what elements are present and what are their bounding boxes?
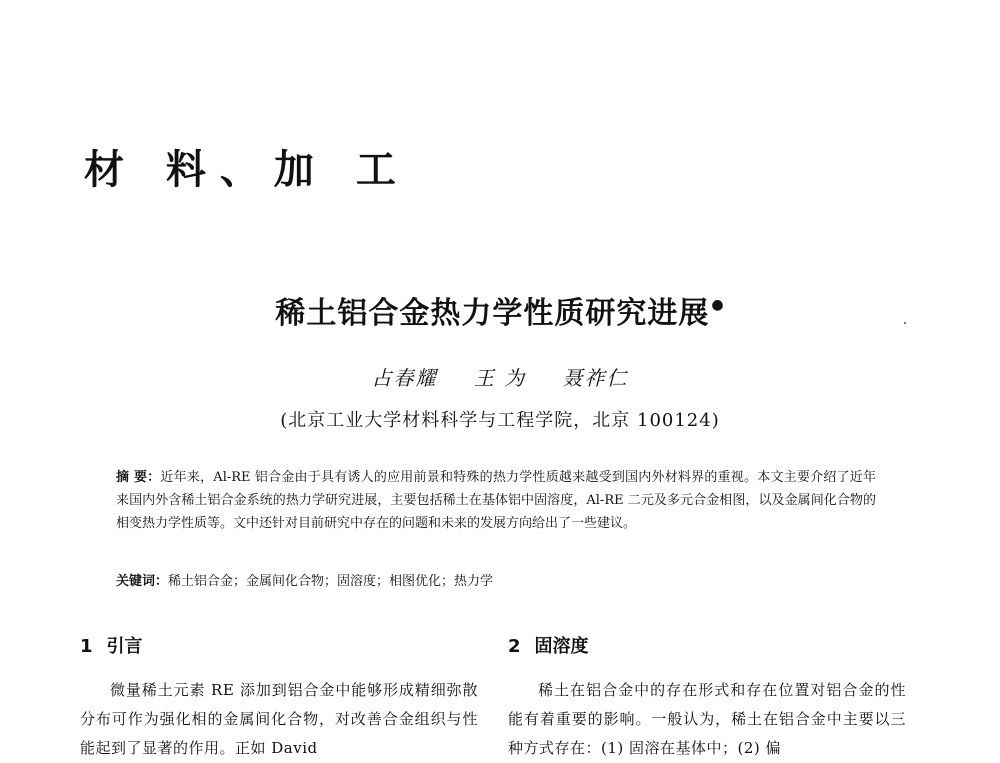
scan-speck xyxy=(904,322,906,324)
abstract-label: 摘 要： xyxy=(116,470,161,485)
section-heading-introduction xyxy=(80,632,478,658)
affiliation: (北京工业大学材料科学与工程学院，北京 100124) xyxy=(280,410,720,431)
title-text: 稀土铝合金热力学性质研究进展 xyxy=(275,296,710,331)
keywords-text: 稀土铝合金；金属间化合物；固溶度；相图优化；热力学 xyxy=(168,574,494,589)
journal-section-header: 材 料、加 工 xyxy=(84,147,410,193)
section-heading-solubility xyxy=(508,632,906,658)
section-paragraph: 稀土在铝合金中的存在形式和存在位置对铝合金的性能有着重要的影响。一般认为，稀土在铝合金中主要以三种方式存在：(1) 固溶在基体中；(2) 偏 xyxy=(508,681,906,757)
abstract xyxy=(116,466,876,535)
author: 占春耀 xyxy=(371,366,438,390)
author: 聂祚仁 xyxy=(562,366,629,390)
section-title: 引言 xyxy=(106,636,143,657)
article-title xyxy=(0,288,1000,332)
section-title: 固溶度 xyxy=(534,636,589,657)
keywords-label: 关键词： xyxy=(116,574,169,589)
section-number: 1 xyxy=(80,636,93,657)
section-number: 2 xyxy=(508,636,521,657)
abstract-text: 近年来，Al-RE 铝合金由于具有诱人的应用前景和特殊的热力学性质越来越受到国内外材料界的重视。本文主要介绍了近年来国内外含稀土铝合金系统的热力学研究进展，主要包括稀土在基体铝中固溶度，Al-RE 二元及多元合金相图，以及金属间化合物的相变热力学性质等。文中还针对目前研究中存在的问题和未来的发展方向给出了一些建议。 xyxy=(116,470,876,531)
section-paragraph: 微量稀土元素 RE 添加到铝合金中能够形成精细弥散分布可作为强化相的金属间化合物，对改善合金组织与性能起到了显著的作用。正如 David xyxy=(80,681,478,757)
keywords xyxy=(116,570,876,593)
author: 王 为 xyxy=(473,366,527,390)
author-list xyxy=(0,362,1000,391)
title-footnote-mark: ● xyxy=(711,297,725,313)
column-right xyxy=(508,632,906,763)
column-left xyxy=(80,632,478,763)
